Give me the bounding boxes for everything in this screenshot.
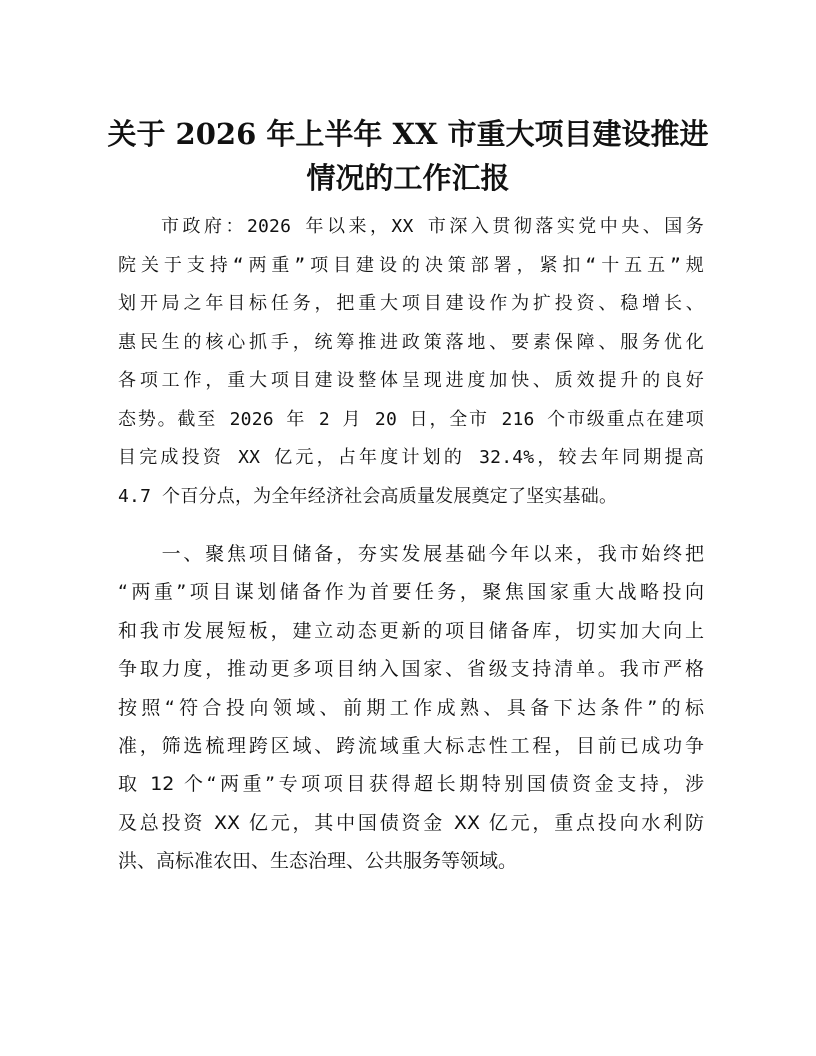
text-line: 市政府：2026 年以来，XX 市深入贯彻落实党中央、国务 — [118, 216, 704, 237]
text-line: 惠民生的核心抓手，统筹推进政策落地、要素保障、服务优化 — [118, 331, 704, 353]
text-line: 洪、高标准农田、生态治理、公共服务等领域。 — [118, 850, 518, 873]
title-line: 关于 2026 年上半年 XX 市重大项目建设推进 — [107, 117, 709, 151]
paragraph-section-one — [118, 535, 704, 881]
text-line: 各项工作，重大项目建设整体呈现进度加快、质效提升的良好 — [118, 370, 704, 391]
text-line: 按照“符合投向领域、前期工作成熟、具备下达条件”的标 — [118, 696, 704, 719]
text-line: 态势。截至 2026 年 2 月 20 日，全市 216 个市级重点在建项 — [118, 408, 704, 430]
text-line: 目完成投资 XX 亿元，占年度计划的 32.4%，较去年同期提高 — [118, 447, 704, 468]
text-line: 取 12 个“两重”专项项目获得超长期特别国债资金支持，涉 — [118, 773, 704, 796]
text-line: 院关于支持“两重”项目建设的决策部署，紧扣“十五五”规 — [118, 254, 704, 276]
paragraph-intro — [118, 208, 704, 516]
title-line: 情况的工作汇报 — [306, 161, 510, 195]
text-line: 及总投资 XX 亿元，其中国债资金 XX 亿元，重点投向水利防 — [118, 811, 704, 834]
text-line: 4.7 个百分点，为全年经济社会高质量发展奠定了坚实基础。 — [118, 485, 618, 507]
text-line: 划开局之年目标任务，把重大项目建设作为扩投资、稳增长、 — [118, 293, 704, 314]
document-title — [100, 112, 716, 200]
text-line: “两重”项目谋划储备作为首要任务，聚焦国家重大战略投向 — [118, 581, 704, 604]
text-line: 争取力度，推动更多项目纳入国家、省级支持清单。我市严格 — [118, 658, 704, 681]
text-line: 一、聚焦项目储备，夯实发展基础今年以来，我市始终把 — [118, 543, 704, 565]
text-line: 和我市发展短板，建立动态更新的项目储备库，切实加大向上 — [118, 619, 704, 642]
text-line: 准，筛选梳理跨区域、跨流域重大标志性工程，目前已成功争 — [118, 734, 704, 757]
